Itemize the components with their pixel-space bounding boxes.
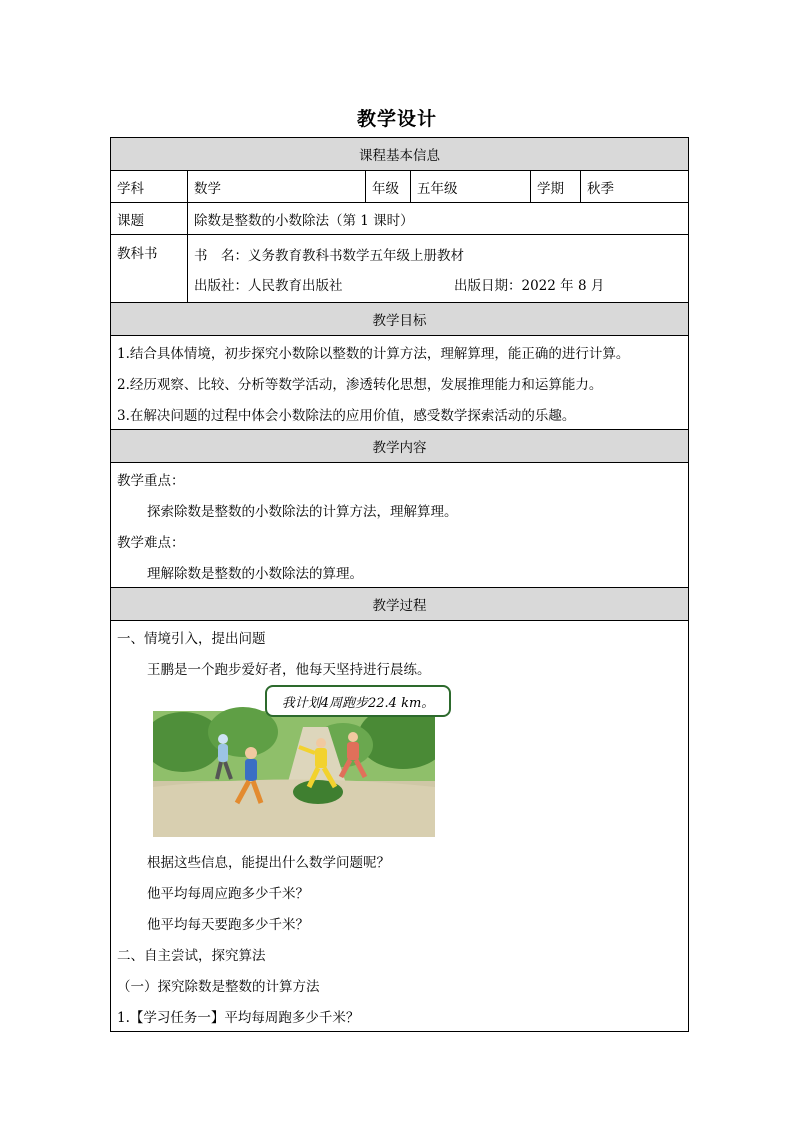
textbook-label: 教科书 (111, 235, 188, 303)
question-1: 他平均每周应跑多少千米？ (147, 885, 309, 902)
question-2: 他平均每天要跑多少千米？ (147, 916, 309, 933)
key-point-label: 教学重点： (117, 472, 185, 489)
step1-text: 王鹏是一个跑步爱好者，他每天坚持进行晨练。 (147, 661, 431, 678)
section-header-objectives: 教学目标 (111, 303, 689, 336)
term-label: 学期 (531, 171, 581, 203)
content-cell (111, 463, 689, 588)
section-header-basic-info: 课程基本信息 (111, 138, 689, 171)
process-cell (111, 621, 689, 1032)
topic-value: 除数是整数的小数除法（第 1 课时） (188, 203, 689, 235)
sub1-heading: （一）探究除数是整数的计算方法 (117, 978, 320, 995)
objectives-cell (111, 336, 689, 430)
book-name: 书 名：义务教育教科书数学五年级上册教材 (194, 247, 464, 264)
step2-heading: 二、自主尝试，探究算法 (117, 947, 266, 964)
topic-label: 课题 (111, 203, 188, 235)
subject-value: 数学 (188, 171, 366, 203)
publisher: 出版社：人民教育出版社 (194, 277, 343, 294)
objective-item: 2.经历观察、比较、分析等数学活动，渗透转化思想，发展推理能力和运算能力。 (117, 376, 603, 393)
question-prompt: 根据这些信息，能提出什么数学问题呢？ (147, 854, 390, 871)
document-title: 教学设计 (356, 108, 437, 130)
grade-value: 五年级 (411, 171, 531, 203)
speech-bubble: 我计划4周跑步22.4 km。 (265, 685, 451, 717)
task1: 1.【学习任务一】平均每周跑多少千米？ (117, 1009, 360, 1026)
section-header-process: 教学过程 (111, 588, 689, 621)
textbook-info (188, 235, 689, 303)
term-value: 秋季 (581, 171, 689, 203)
morning-exercise-illustration (153, 687, 435, 837)
difficulty-text: 理解除数是整数的小数除法的算理。 (147, 565, 363, 582)
key-point-text: 探索除数是整数的小数除法的计算方法，理解算理。 (147, 503, 458, 520)
section-header-content: 教学内容 (111, 430, 689, 463)
grade-label: 年级 (366, 171, 411, 203)
lesson-plan-table (110, 137, 689, 1032)
objective-item: 3.在解决问题的过程中体会小数除法的应用价值，感受数学探索活动的乐趣。 (117, 407, 576, 424)
objective-item: 1.结合具体情境，初步探究小数除以整数的计算方法，理解算理，能正确的进行计算。 (117, 345, 630, 362)
subject-label: 学科 (111, 171, 188, 203)
difficulty-label: 教学难点： (117, 534, 185, 551)
publisher-row (194, 269, 682, 299)
publish-date: 出版日期：2022 年 8 月 (454, 277, 605, 294)
step1-heading: 一、情境引入，提出问题 (117, 630, 266, 647)
